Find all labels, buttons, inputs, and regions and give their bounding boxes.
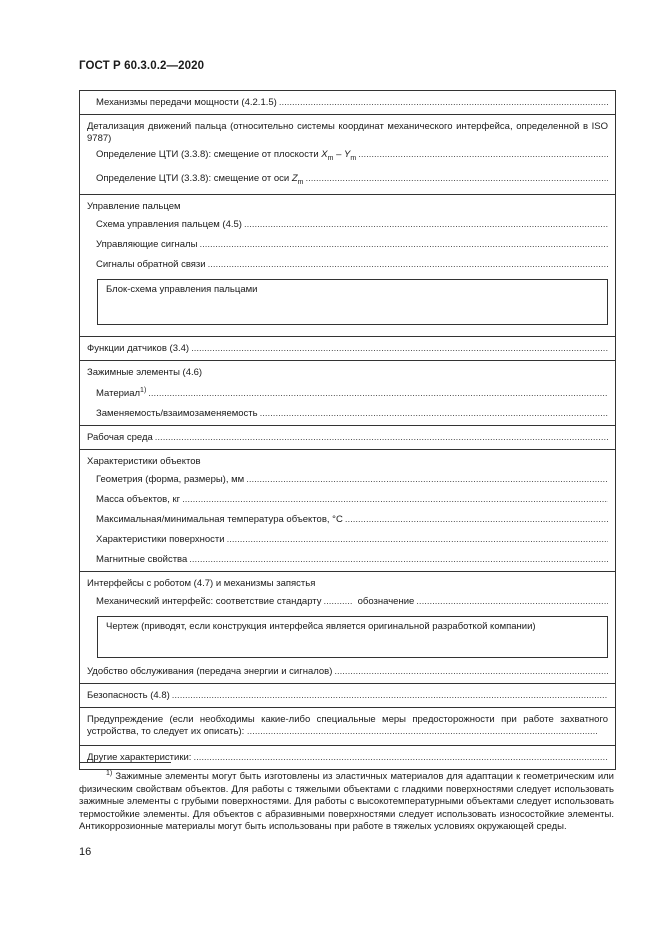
safety-label: Безопасность (4.8) [87, 689, 170, 701]
control-diagram-box[interactable] [97, 279, 608, 325]
control-scheme-line[interactable] [87, 219, 608, 231]
replaceability-label: Заменяемость/взаимозаменяемость [96, 407, 258, 419]
magnetic-label: Магнитные свойства [96, 553, 188, 565]
document-header: ГОСТ Р 60.3.0.2—2020 [79, 60, 205, 72]
other-label: Другие характеристики: [87, 751, 192, 763]
control-diagram-label: Блок-схема управления пальцами [106, 283, 258, 295]
section-object-characteristics [80, 450, 615, 572]
tcp-axis-line[interactable] [87, 173, 608, 189]
fill-dots [172, 690, 608, 702]
fill-dots [416, 596, 608, 608]
interface-drawing-box[interactable] [97, 616, 608, 658]
material-line[interactable] [87, 385, 608, 400]
fill-dots [334, 666, 608, 678]
mechanical-interface-line[interactable] [87, 596, 608, 608]
section-warning [80, 708, 615, 746]
surface-line[interactable] [87, 534, 608, 546]
magnetic-line[interactable] [87, 554, 608, 566]
fill-dots [244, 219, 608, 231]
control-signals-line[interactable] [87, 239, 608, 251]
work-environment-label: Рабочая среда [87, 431, 153, 443]
replaceability-line[interactable] [87, 408, 608, 420]
fill-dots [227, 534, 608, 546]
section-sensor-functions [80, 337, 615, 361]
section-power-transmission [80, 91, 615, 115]
fill-dots [191, 343, 608, 355]
temperature-label: Максимальная/минимальная температура объектов, °С [96, 513, 343, 525]
interface-drawing-label: Чертеж (приводят, если конструкция интерфейса является оригинальной разработкой компании) [106, 620, 536, 632]
finger-control-title: Управление пальцем [87, 200, 181, 212]
warning-text[interactable]: Предупреждение (если необходимы какие-либо специальные меры предосторожности при работе захватного устройства, то следует их описать): ..... [87, 714, 608, 738]
object-characteristics-title: Характеристики объектов [87, 455, 201, 467]
safety-line[interactable] [87, 690, 608, 702]
material-label: Материал$^{1)}$ [96, 386, 147, 399]
section-safety [80, 684, 615, 708]
fill-dots [247, 726, 597, 738]
designation-label: обозначение [357, 595, 415, 607]
robot-interfaces-title: Интерфейсы с роботом (4.7) и механизмы запястья [87, 577, 316, 589]
tcp-axis-label: Определение ЦТИ (3.3.8): смещение от оси $Z_m$ [96, 172, 304, 186]
serviceability-line[interactable] [87, 666, 608, 678]
fill-dots [208, 259, 608, 271]
footnote-text: Зажимные элементы могут быть изготовлены из эластичных материалов для адаптации к геометрическим или физическим свойствам объектов. Для работы с тяжелыми объектами с гладкими поверхностями следует использовать зажимные элементы с грубыми поверхностями. Для работы с высокотемпературными объектами следует использовать термостойкие элементы. Для объектов с абразивными поверхностями следует использовать износостойкие элементы. Антикоррозионные материалы могут быть использованы при работе в тяжелых условиях окружающей среды. [79, 771, 614, 833]
section-clamping-elements [80, 361, 615, 426]
fill-dots [260, 408, 608, 420]
mass-label: Масса объектов, кг [96, 493, 181, 505]
section-robot-interfaces [80, 572, 615, 684]
footnote-mark: 1) [106, 770, 113, 777]
section-finger-control [80, 195, 615, 337]
fill-dots [305, 173, 608, 185]
surface-label: Характеристики поверхности [96, 533, 225, 545]
sensor-functions-label: Функции датчиков (3.4) [87, 342, 190, 354]
fill-dots [279, 97, 608, 109]
geometry-label: Геометрия (форма, размеры), мм [96, 473, 245, 485]
specification-form [79, 90, 616, 770]
fill-dots [358, 149, 608, 161]
mechanical-interface-label: Механический интерфейс: соответствие стандарту [96, 595, 322, 607]
fill-dots [199, 239, 608, 251]
work-environment-line[interactable] [87, 432, 608, 444]
fill-dots [246, 474, 608, 486]
section-finger-motion [80, 115, 615, 195]
section-work-environment [80, 426, 615, 450]
footnote-divider [79, 762, 171, 763]
finger-motion-title: Детализация движений пальца (относительно системы координат механического интерфейса, определенной в ISO 9787) [87, 121, 608, 144]
fill-dots [345, 514, 608, 526]
fill-dots [324, 596, 352, 608]
power-transmission-line[interactable] [87, 97, 608, 109]
tcp-plane-line[interactable] [87, 149, 608, 165]
footnote-ref: 1) [140, 386, 147, 394]
clamping-elements-title: Зажимные элементы (4.6) [87, 366, 203, 378]
fill-dots [193, 752, 608, 764]
control-signals-label: Управляющие сигналы [96, 238, 198, 250]
fill-dots [189, 554, 608, 566]
power-transmission-label: Механизмы передачи мощности (4.2.1.5) [96, 97, 277, 108]
temperature-line[interactable] [87, 514, 608, 526]
sensor-functions-line[interactable] [87, 343, 608, 355]
footnote [79, 768, 614, 834]
mass-line[interactable] [87, 494, 608, 506]
fill-dots [155, 432, 608, 444]
control-scheme-label: Схема управления пальцем (4.5) [96, 218, 242, 230]
tcp-plane-label: Определение ЦТИ (3.3.8): смещение от плоскости $X_m - Y_m$ [96, 149, 357, 162]
page-number: 16 [79, 846, 92, 858]
section-other [80, 746, 615, 770]
fill-dots [148, 388, 608, 400]
feedback-signals-label: Сигналы обратной связи [96, 258, 206, 270]
geometry-line[interactable] [87, 474, 608, 486]
feedback-signals-line[interactable] [87, 259, 608, 271]
serviceability-label: Удобство обслуживания (передача энергии и сигналов) [87, 665, 333, 677]
fill-dots [182, 494, 608, 506]
